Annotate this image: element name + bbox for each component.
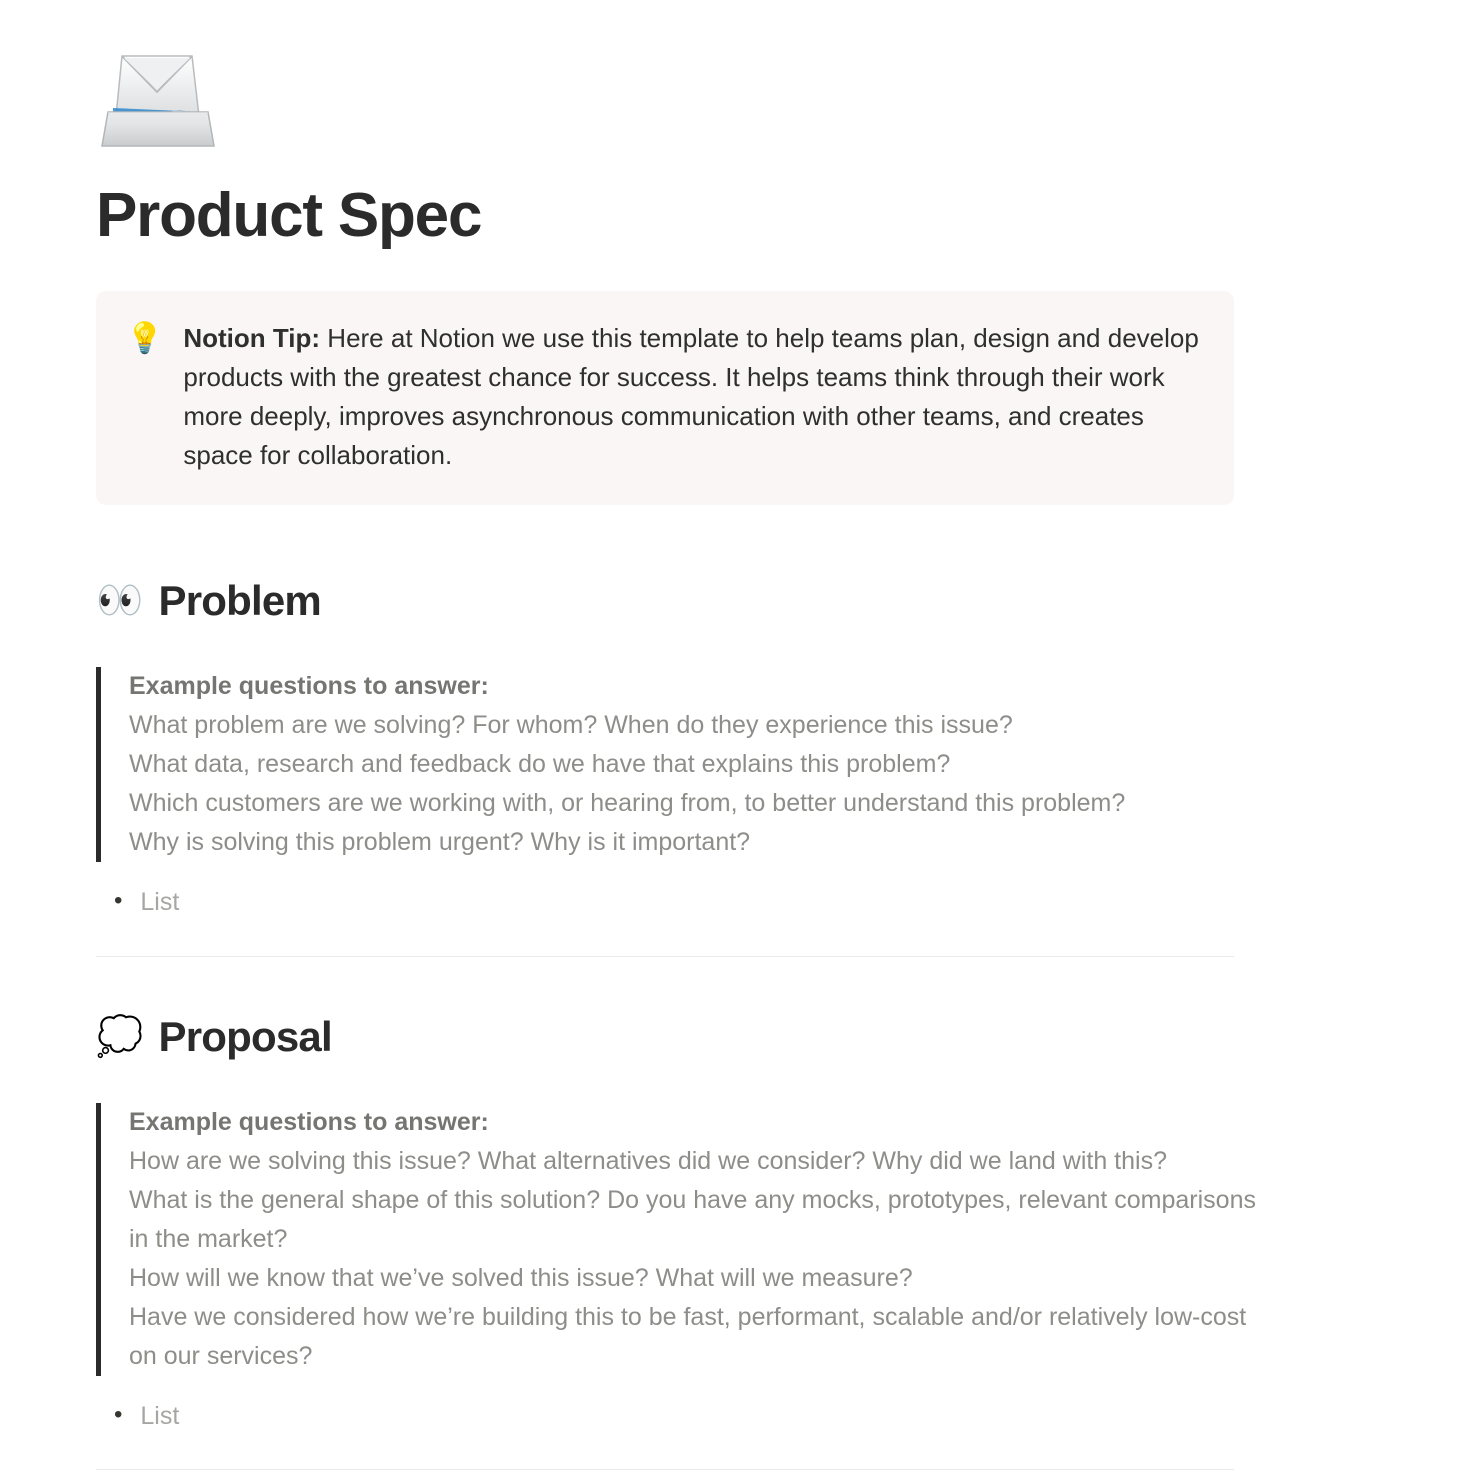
callout-text	[183, 319, 1200, 475]
eyes-icon: 👀	[96, 580, 143, 623]
bullet-list-proposal	[96, 1398, 1374, 1436]
list-item[interactable]	[96, 884, 1374, 922]
quote-line: Which customers are we working with, or hearing from, to better understand this problem?	[129, 789, 1126, 818]
example-questions-quote-problem	[96, 667, 1259, 862]
quote-line: How are we solving this issue? What alternatives did we consider? Why did we land with this?	[129, 1146, 1167, 1175]
quote-line: What data, research and feedback do we have that explains this problem?	[129, 750, 951, 779]
list-item-label: List	[140, 1401, 180, 1430]
example-questions-quote-proposal	[96, 1103, 1259, 1376]
notion-tip-callout	[96, 291, 1234, 505]
section-heading-label: Proposal	[158, 1012, 332, 1060]
quote-lead: Example questions to answer:	[129, 672, 489, 701]
light-bulb-icon: 💡	[126, 322, 164, 356]
quote-line: What is the general shape of this solution? Do you have any mocks, prototypes, relevant comparisons in the market?	[129, 1185, 1256, 1253]
inbox-tray-icon[interactable]	[96, 30, 220, 154]
divider	[96, 956, 1234, 957]
section-heading-label: Problem	[158, 577, 321, 625]
callout-lead: Notion Tip:	[183, 323, 321, 354]
thought-balloon-icon: 💭	[96, 1015, 143, 1058]
quote-line: Have we considered how we’re building this to be fast, performant, scalable and/or relatively low-cost on our services?	[129, 1302, 1247, 1370]
quote-line: What problem are we solving? For whom? When do they experience this issue?	[129, 711, 1013, 740]
page-title: Product Spec	[96, 181, 482, 250]
bullet-list-problem	[96, 884, 1374, 922]
quote-line: How will we know that we’ve solved this issue? What will we measure?	[129, 1263, 913, 1292]
section-proposal	[96, 1013, 1374, 1470]
section-heading-problem	[96, 577, 1374, 625]
bullet-dot-icon: •	[114, 887, 123, 915]
callout-body: Here at Notion we use this template to help teams plan, design and develop products with the greatest chance for success. It helps teams think through their work more deeply, improves asynchronous communication with other teams, and creates space for collaboration.	[183, 323, 1199, 471]
quote-lead: Example questions to answer:	[129, 1107, 489, 1136]
section-problem	[96, 577, 1374, 957]
quote-line: Why is solving this problem urgent? Why is it important?	[129, 828, 751, 857]
list-item-label: List	[140, 888, 180, 917]
bullet-dot-icon: •	[114, 1400, 123, 1428]
section-heading-proposal	[96, 1013, 1374, 1061]
list-item[interactable]	[96, 1398, 1374, 1436]
